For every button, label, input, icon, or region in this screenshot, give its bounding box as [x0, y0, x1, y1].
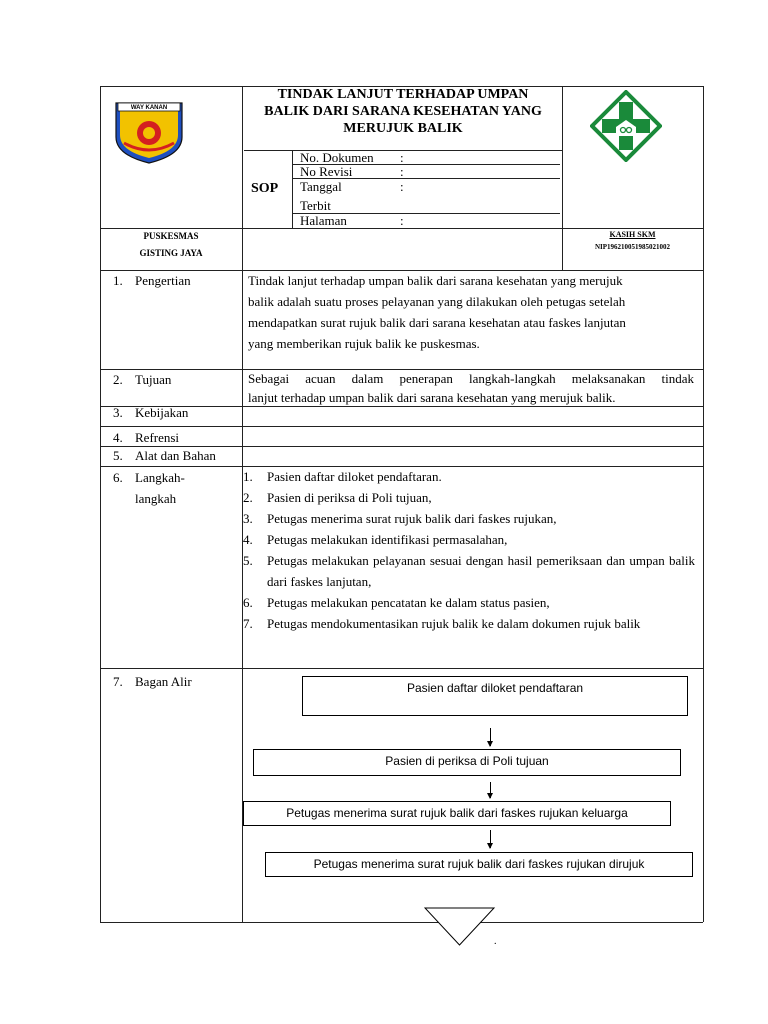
step-text: Petugas melakukan pencatatan ke dalam status pasien, [267, 595, 550, 610]
doc-field-label: Halaman [300, 213, 347, 228]
section-label: Refrensi [135, 430, 180, 445]
left-logo [112, 101, 186, 165]
list-item [243, 529, 695, 550]
list-item [243, 592, 695, 613]
tujuan-text [248, 369, 694, 407]
doc-field-label: No Revisi [300, 164, 353, 179]
doc-field-label: No. Dokumen [300, 150, 374, 165]
step-text: Petugas mendokumentasikan rujuk balik ke dalam dokumen rujuk balik [267, 616, 641, 631]
list-item [243, 508, 695, 529]
org-name [100, 229, 242, 261]
flow-box-label: Petugas menerima surat rujuk balik dari faskes rujukan dirujuk [313, 857, 645, 871]
step-text: Petugas melakukan pelayanan sesuai dengan hasil pemeriksaan dan umpan balik dari faskes lanjutan, [267, 553, 695, 589]
section-number: 2. [113, 372, 123, 387]
section-label: Kebijakan [135, 405, 189, 420]
flow-box [243, 801, 671, 826]
flow-box [253, 749, 681, 776]
list-item [243, 550, 695, 592]
section-number: 1. [113, 273, 123, 288]
doc-field-label: Terbit [300, 198, 331, 213]
doc-field-label: Tanggal [300, 179, 342, 194]
flow-box-label: Pasien di periksa di Poli tujuan [385, 754, 549, 768]
step-number: 6. [243, 595, 253, 610]
puskesmas-emblem-icon [590, 90, 662, 162]
doc-field-sep: : [400, 179, 404, 194]
procedure-steps [243, 466, 695, 634]
step-number: 2. [243, 490, 253, 505]
title-line-1: TINDAK LANJUT TERHADAP UMPAN [277, 87, 529, 102]
signatory-name: KASIH SKM [609, 230, 656, 239]
step-text: Pasien daftar diloket pendaftaran. [267, 469, 442, 484]
logo-banner-text: WAY KANAN [130, 105, 168, 111]
text-line: yang memberikan rujuk balik ke puskesmas. [248, 336, 480, 351]
step-number: 1. [243, 469, 253, 484]
section-number: 7. [113, 674, 123, 689]
flow-box-label: Pasien daftar diloket pendaftaran [406, 681, 584, 695]
title-line-3: MERUJUK BALIK [343, 121, 463, 136]
section-number: 3. [113, 405, 123, 420]
pengertian-text [248, 270, 694, 354]
step-text: Pasien di periksa di Poli tujuan, [267, 490, 432, 505]
flow-connector-triangle-icon [424, 907, 496, 947]
flow-box [302, 676, 688, 716]
title-line-2: BALIK DARI SARANA KESEHATAN YANG [264, 104, 542, 119]
text-line: mendapatkan surat rujuk balik dari sarana kesehatan atau faskes lanjutan [248, 315, 626, 330]
step-text: Petugas menerima surat rujuk balik dari faskes rujukan, [267, 511, 557, 526]
sop-label: SOP [251, 181, 279, 196]
step-number: 3. [243, 511, 253, 526]
section-label: Tujuan [135, 372, 172, 387]
section-label: Alat dan Bahan [135, 448, 216, 463]
section-label: Pengertian [135, 273, 191, 288]
flow-arrow-icon [490, 782, 491, 798]
right-logo [590, 90, 662, 162]
text-line: lanjut terhadap umpan balik dari sarana kesehatan yang merujuk balik. [248, 390, 616, 405]
step-number: 7. [243, 616, 253, 631]
section-number: 6. [113, 470, 123, 485]
list-item [243, 466, 695, 487]
doc-field-sep: : [400, 164, 404, 179]
section-label-line-2: langkah [135, 491, 177, 506]
section-number: 5. [113, 448, 123, 463]
doc-field-sep: : [400, 150, 404, 165]
footer-mark: . [494, 936, 497, 947]
section-label: Langkah- [135, 470, 185, 485]
list-item [243, 487, 695, 508]
step-number: 4. [243, 532, 253, 547]
doc-field-sep: : [400, 213, 404, 228]
org-line-1: PUSKESMAS [143, 231, 199, 241]
text-line: Tindak lanjut terhadap umpan balik dari sarana kesehatan yang merujuk [248, 273, 623, 288]
section-number: 4. [113, 430, 123, 445]
step-text: Petugas melakukan identifikasi permasalahan, [267, 532, 508, 547]
flow-arrow-icon [490, 728, 491, 746]
signatory-nip: NIP196210051985021002 [594, 243, 671, 251]
signatory [562, 229, 703, 253]
org-line-2: GISTING JAYA [139, 248, 203, 258]
section-label: Bagan Alir [135, 674, 192, 689]
flow-arrow-icon [490, 830, 491, 848]
text-line: balik adalah suatu proses pelayanan yang dilakukan oleh petugas setelah [248, 294, 626, 309]
document-title [244, 86, 562, 137]
list-item [243, 613, 695, 634]
text-line: Sebagai acuan dalam penerapan langkah-langkah melaksanakan tindak [248, 371, 694, 386]
flow-box-label: Petugas menerima surat rujuk balik dari faskes rujukan keluarga [286, 806, 628, 820]
step-number: 5. [243, 553, 253, 568]
flow-box [265, 852, 693, 877]
